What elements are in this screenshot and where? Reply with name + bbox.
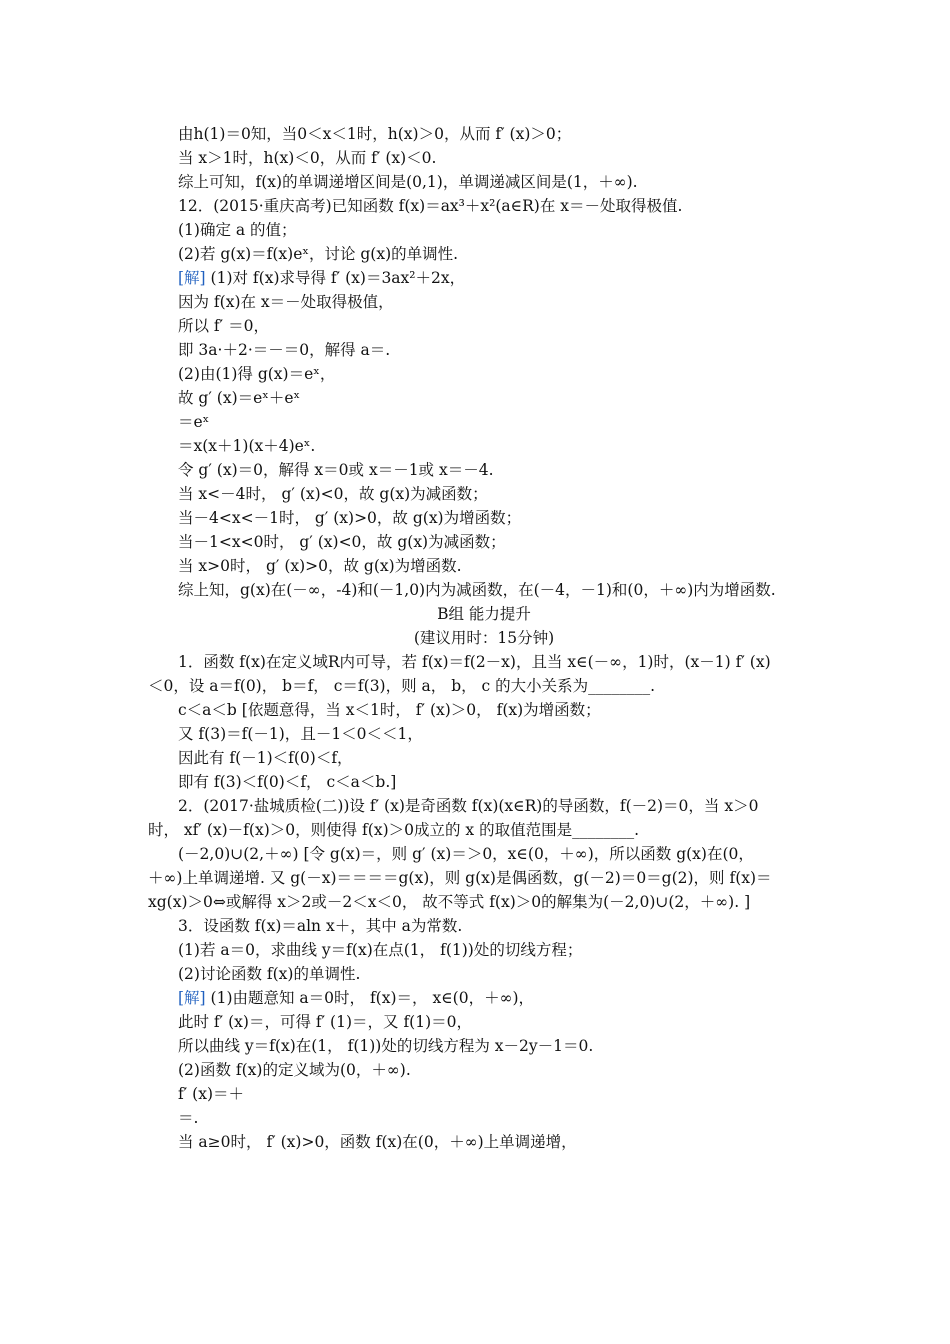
section-heading: B组 能力提升: [437, 605, 531, 623]
text-line: 所以 f′ ＝0，: [178, 317, 269, 335]
problem-2-statement: 2．(2017·盐城质检(二))设 f′ (x)是奇函数 f(x)(x∈R)的导函数，f(－2)＝0，当 x＞0: [178, 797, 759, 815]
text-line: (2)讨论函数 f(x)的单调性.: [178, 965, 361, 983]
text-line: 即 3a·＋2·＝－＝0，解得 a＝.: [178, 341, 391, 359]
text-line: 当－1<x<0时， g′ (x)<0，故 g(x)为减函数；: [178, 533, 506, 551]
text-line: (1)若 a＝0，求曲线 y＝f(x)在点(1， f(1))处的切线方程；: [178, 941, 583, 959]
text-line: 当 a≥0时， f′ (x)>0，函数 f(x)在(0，＋∞)上单调递增，: [178, 1133, 577, 1151]
section-subheading: (建议用时：15分钟): [413, 629, 555, 647]
problem-12-statement: 12．(2015·重庆高考)已知函数 f(x)＝ax³＋x²(a∈R)在 x＝－处取得极值.: [178, 197, 683, 215]
text-line: (－2,0)∪(2,＋∞) [令 g(x)＝，则 g′ (x)＝＞0，x∈(0，＋∞)，所以函数 g(x)在(0，: [178, 845, 754, 863]
text-line: 所以曲线 y＝f(x)在(1， f(1))处的切线方程为 x－2y－1＝0.: [178, 1037, 594, 1055]
problem-1-statement: 1．函数 f(x)在定义域R内可导，若 f(x)＝f(2－x)，且当 x∈(－∞，1)时，(x－1) f′ (x): [178, 653, 771, 671]
text-line: 又 f(3)＝f(－1)，且－1＜0＜＜1，: [178, 725, 423, 743]
text-line: (2)由(1)得 g(x)＝eˣ，: [178, 365, 336, 383]
text-line: 当 x>0时， g′ (x)>0，故 g(x)为增函数.: [178, 557, 462, 575]
text-line: (2)若 g(x)＝f(x)eˣ，讨论 g(x)的单调性.: [178, 245, 459, 263]
text-line: 故 g′ (x)＝eˣ＋eˣ: [178, 389, 301, 407]
solution-tag: [解]: [178, 989, 206, 1007]
solution-line: [解] (1)由题意知 a＝0时， f(x)＝， x∈(0，＋∞)，: [178, 989, 535, 1007]
text-line: 因此有 f(－1)＜f(0)＜f，: [178, 749, 353, 767]
text-line: ＝x(x＋1)(x＋4)eˣ.: [178, 437, 316, 455]
text-line: xg(x)＞0⇔或解得 x＞2或－2＜x＜0， 故不等式 f(x)＞0的解集为(－2,0)∪(2，＋∞). ]: [148, 893, 751, 911]
text-line: c＜a＜b [依题意得，当 x＜1时， f′ (x)＞0， f(x)为增函数；: [178, 701, 601, 719]
text-line: ＝eˣ: [178, 413, 210, 431]
text-line: 由h(1)＝0知，当0＜x＜1时，h(x)＞0，从而 f′ (x)＞0；: [178, 125, 572, 143]
text-line: f′ (x)＝＋: [178, 1085, 245, 1103]
text-line: 因为 f(x)在 x＝－处取得极值，: [178, 293, 394, 311]
text-line: 综上知，g(x)在(－∞，-4)和(－1,0)内为减函数，在(－4，－1)和(0，＋∞)内为增函数.: [178, 581, 776, 599]
text-line: 当 x<－4时， g′ (x)<0，故 g(x)为减函数；: [178, 485, 488, 503]
text-line: 令 g′ (x)＝0，解得 x＝0或 x＝－1或 x＝－4.: [178, 461, 494, 479]
text-line: (2)函数 f(x)的定义域为(0，＋∞).: [178, 1061, 411, 1079]
text-line: ＜0，设 a＝f(0)， b＝f， c＝f(3)，则 a， b， c 的大小关系为________.: [148, 677, 656, 695]
text-line: 时， xf′ (x)－f(x)＞0，则使得 f(x)＞0成立的 x 的取值范围是________.: [148, 821, 640, 839]
text-line: 当 x＞1时，h(x)＜0，从而 f′ (x)＜0.: [178, 149, 437, 167]
text-line: ＋∞)上单调递增. 又 g(－x)＝＝＝＝g(x)，则 g(x)是偶函数，g(－2)＝0＝g(2)，则 f(x)＝: [148, 869, 772, 887]
problem-3-statement: 3．设函数 f(x)＝aln x＋，其中 a为常数.: [178, 917, 463, 935]
solution-line: [解] (1)对 f(x)求导得 f′ (x)＝3ax²＋2x，: [178, 269, 466, 287]
text-line: (1)确定 a 的值；: [178, 221, 297, 239]
text-line: 即有 f(3)＜f(0)＜f， c＜a＜b.]: [178, 773, 397, 791]
text-line: 综上可知，f(x)的单调递增区间是(0,1)，单调递减区间是(1，＋∞).: [178, 173, 638, 191]
solution-tag: [解]: [178, 269, 206, 287]
text-line: ＝.: [178, 1109, 199, 1127]
text-line: 此时 f′ (x)＝，可得 f′ (1)＝，又 f(1)＝0，: [178, 1013, 472, 1031]
text-line: 当－4<x<－1时， g′ (x)>0，故 g(x)为增函数；: [178, 509, 522, 527]
